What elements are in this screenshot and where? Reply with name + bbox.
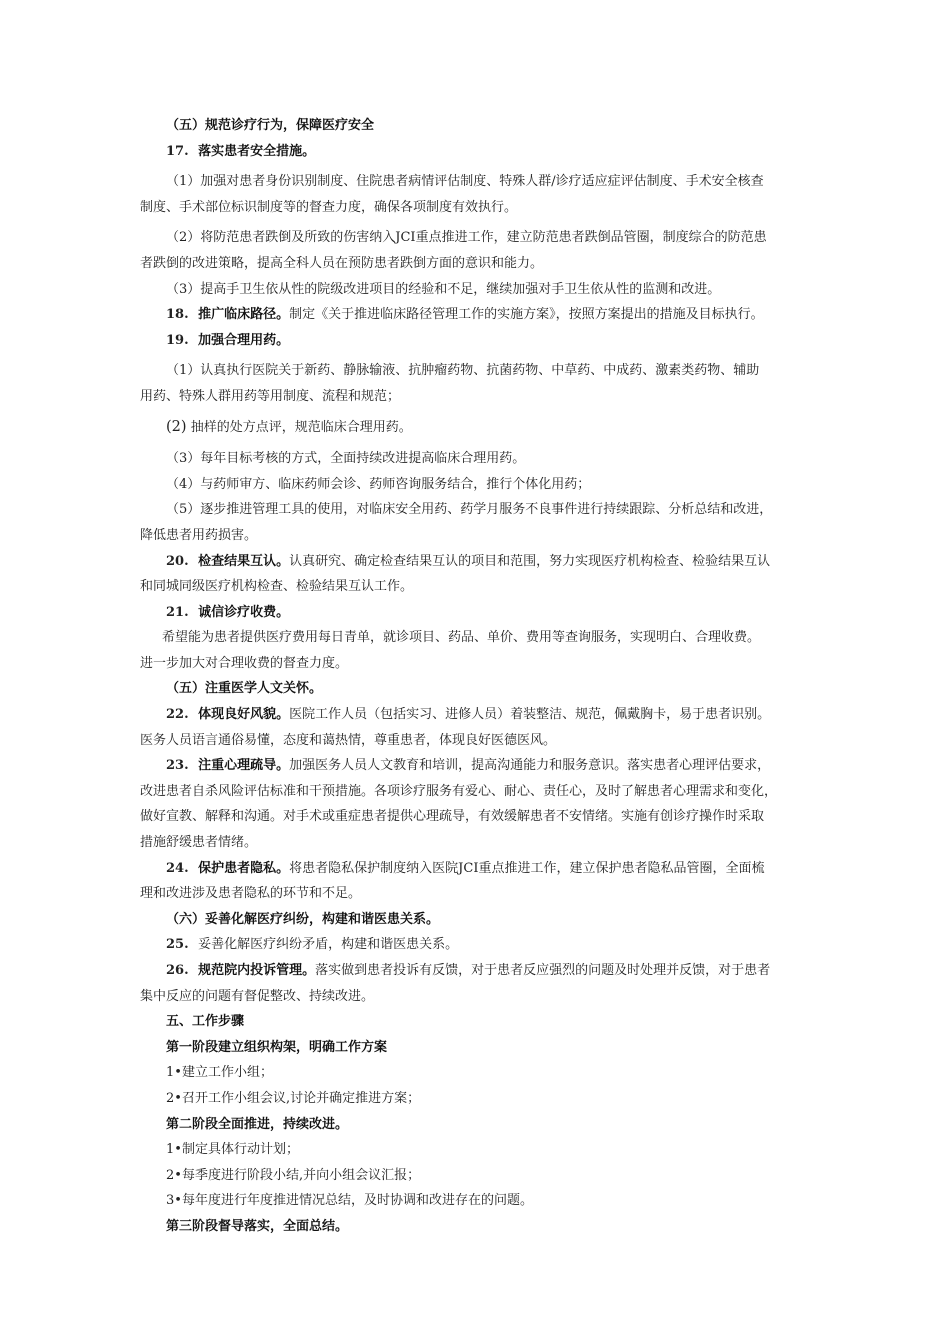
phase-3-title: 第三阶段督导落实，全面总结。: [166, 1218, 349, 1234]
item-text: 制定《关于推进临床路径管理工作的实施方案》，按照方案提出的措施及目标执行。: [289, 307, 764, 323]
item-title: 检查结果互认。: [198, 553, 290, 569]
item-text: 落实做到患者投诉有反馈，对于患者反应强烈的问题及时处理并反馈，对于患者: [315, 963, 771, 978]
item-title: 推广临床路径。: [198, 307, 290, 323]
item-text: 认真研究、确定检查结果互认的项目和范围，努力实现医疗机构检查、检验结果互认: [289, 553, 771, 569]
paragraph-line: 和同城同级医疗机构检查、检验结果互认工作。: [140, 579, 414, 595]
item-number: 25.: [166, 937, 189, 953]
item-17: [140, 139, 812, 165]
paragraph-line: 医务人员语言通俗易懂，态度和蔼热情，尊重患者，体现良好医德医风。: [140, 732, 557, 748]
item-number: 22.: [166, 707, 189, 723]
item-number: 17.: [166, 143, 189, 159]
item-text: 抽样的处方点评，规范临床合理用药。: [190, 419, 412, 435]
phase-item: 1•建立工作小组；: [166, 1065, 273, 1081]
paragraph-line: 降低患者用药损害。: [140, 527, 258, 543]
phase-1-title: 第一阶段建立组织构架，明确工作方案: [166, 1039, 388, 1055]
paragraph-line: （5）逐步推进管理工具的使用，对临床安全用药、药学月服务不良事件进行持续跟踪、分析总结和改进，: [166, 502, 773, 518]
item-title: 注重心理疏导。: [198, 758, 290, 774]
paragraph-line: 制度、手术部位标识制度等的督查力度，确保各项制度有效执行。: [140, 199, 518, 215]
item-18: [140, 302, 812, 328]
paragraph-line: 希望能为患者提供医疗费用每日青单，就诊项目、药品、单价、费用等查询服务，实现明白、合理收费。: [162, 630, 761, 646]
item-text: 将患者隐私保护制度纳入医院JCI重点推进工作，建立保护患者隐私品管圈，全面梳: [289, 860, 765, 876]
item-title: 规范院内投诉管理。: [198, 963, 316, 978]
item-title: 诚信诊疗收费。: [198, 604, 290, 620]
item-text: 医院工作人员（包括实习、进修人员）着装整洁、规范，佩戴胸卡，易于患者识别。: [289, 707, 771, 723]
paragraph-line: 理和改进涉及患者隐私的环节和不足。: [140, 886, 362, 902]
section-heading: （六）妥善化解医疗纠纷，构建和谐医患关系。: [166, 911, 440, 927]
document-page: [140, 113, 812, 1240]
item-21: [140, 600, 812, 626]
item-number: (2): [166, 418, 187, 435]
section-heading: （五）规范诊疗行为，保障医疗安全: [166, 118, 375, 133]
chapter-heading: 五、工作步骤: [166, 1014, 245, 1030]
item-number: 21.: [166, 604, 189, 620]
item-number: 20.: [166, 553, 189, 569]
item-23: [140, 753, 812, 779]
phase-item: 1•制定具体行动计划；: [166, 1142, 299, 1158]
paragraph-line: （2）将防范患者跌倒及所致的伤害纳入JCI重点推进工作，建立防范患者跌倒品管圈，制度综合的防范患: [166, 230, 767, 246]
phase-item: 3•每年度进行年度推进情况总结，及时协调和改进存在的问题。: [166, 1193, 533, 1209]
item-title: 落实患者安全措施。: [198, 143, 316, 159]
item-20: [140, 549, 812, 575]
paragraph-line: 措施舒缓患者情绪。: [140, 835, 258, 851]
item-22: [140, 702, 812, 728]
phase-2-title: 第二阶段全面推进，持续改进。: [166, 1116, 349, 1132]
paragraph-line: （3）每年目标考核的方式，全面持续改进提高临床合理用药。: [166, 451, 526, 467]
item-text: 加强医务人员人文教育和培训，提高沟通能力和服务意识。落实患者心理评估要求，: [289, 758, 771, 774]
paragraph-line: 改进患者自杀风险评估标准和干预措施。各项诊疗服务有爱心、耐心、责任心，及时了解患者心理需求和变化，: [140, 783, 778, 799]
item-19-2: [140, 415, 812, 441]
item-title: 体现良好风貌。: [198, 707, 290, 723]
paragraph-line: （3）提高手卫生依从性的院级改进项目的经验和不足，继续加强对手卫生依从性的监测和改进。: [166, 281, 721, 297]
paragraph-line: （1）认真执行医院关于新药、静脉输液、抗肿瘤药物、抗菌药物、中草药、中成药、激素类药物、辅助: [166, 363, 760, 379]
paragraph-line: 集中反应的问题有督促整改、持续改进。: [140, 988, 375, 1004]
item-text: 妥善化解医疗纠纷矛盾，构建和谐医患关系。: [198, 937, 459, 953]
item-number: 26.: [166, 963, 189, 978]
item-title: 保护患者隐私。: [198, 860, 290, 876]
item-number: 23.: [166, 758, 189, 774]
phase-item: 2•召开工作小组会议,讨论并确定推进方案；: [166, 1090, 421, 1106]
section-heading: （五）注重医学人文关怀。: [166, 681, 323, 697]
phase-item: 2•每季度进行阶段小结,并向小组会议汇报；: [166, 1167, 421, 1183]
item-26: [140, 958, 812, 984]
paragraph-line: 做好宣教、解释和沟通。对手术或重症患者提供心理疏导，有效缓解患者不安情绪。实施有创诊疗操作时采取: [140, 809, 765, 825]
item-19: [140, 328, 812, 354]
item-number: 18.: [166, 307, 189, 323]
item-24: [140, 856, 812, 882]
item-number: 24.: [166, 860, 189, 876]
item-title: 加强合理用药。: [198, 332, 290, 348]
paragraph-line: 者跌倒的改进策略，提高全科人员在预防患者跌倒方面的意识和能力。: [140, 255, 544, 271]
paragraph-line: （4）与药师审方、临床药师会诊、药师咨询服务结合，推行个体化用药；: [166, 476, 591, 492]
item-25: [140, 932, 812, 958]
item-number: 19.: [166, 332, 189, 348]
paragraph-line: 用药、特殊人群用药等用制度、流程和规范；: [140, 388, 401, 404]
paragraph-line: 进一步加大对合理收费的督查力度。: [140, 655, 349, 671]
paragraph-line: （1）加强对患者身份识别制度、住院患者病情评估制度、特殊人群/诊疗适应症评估制度、手术安全核查: [166, 174, 764, 190]
